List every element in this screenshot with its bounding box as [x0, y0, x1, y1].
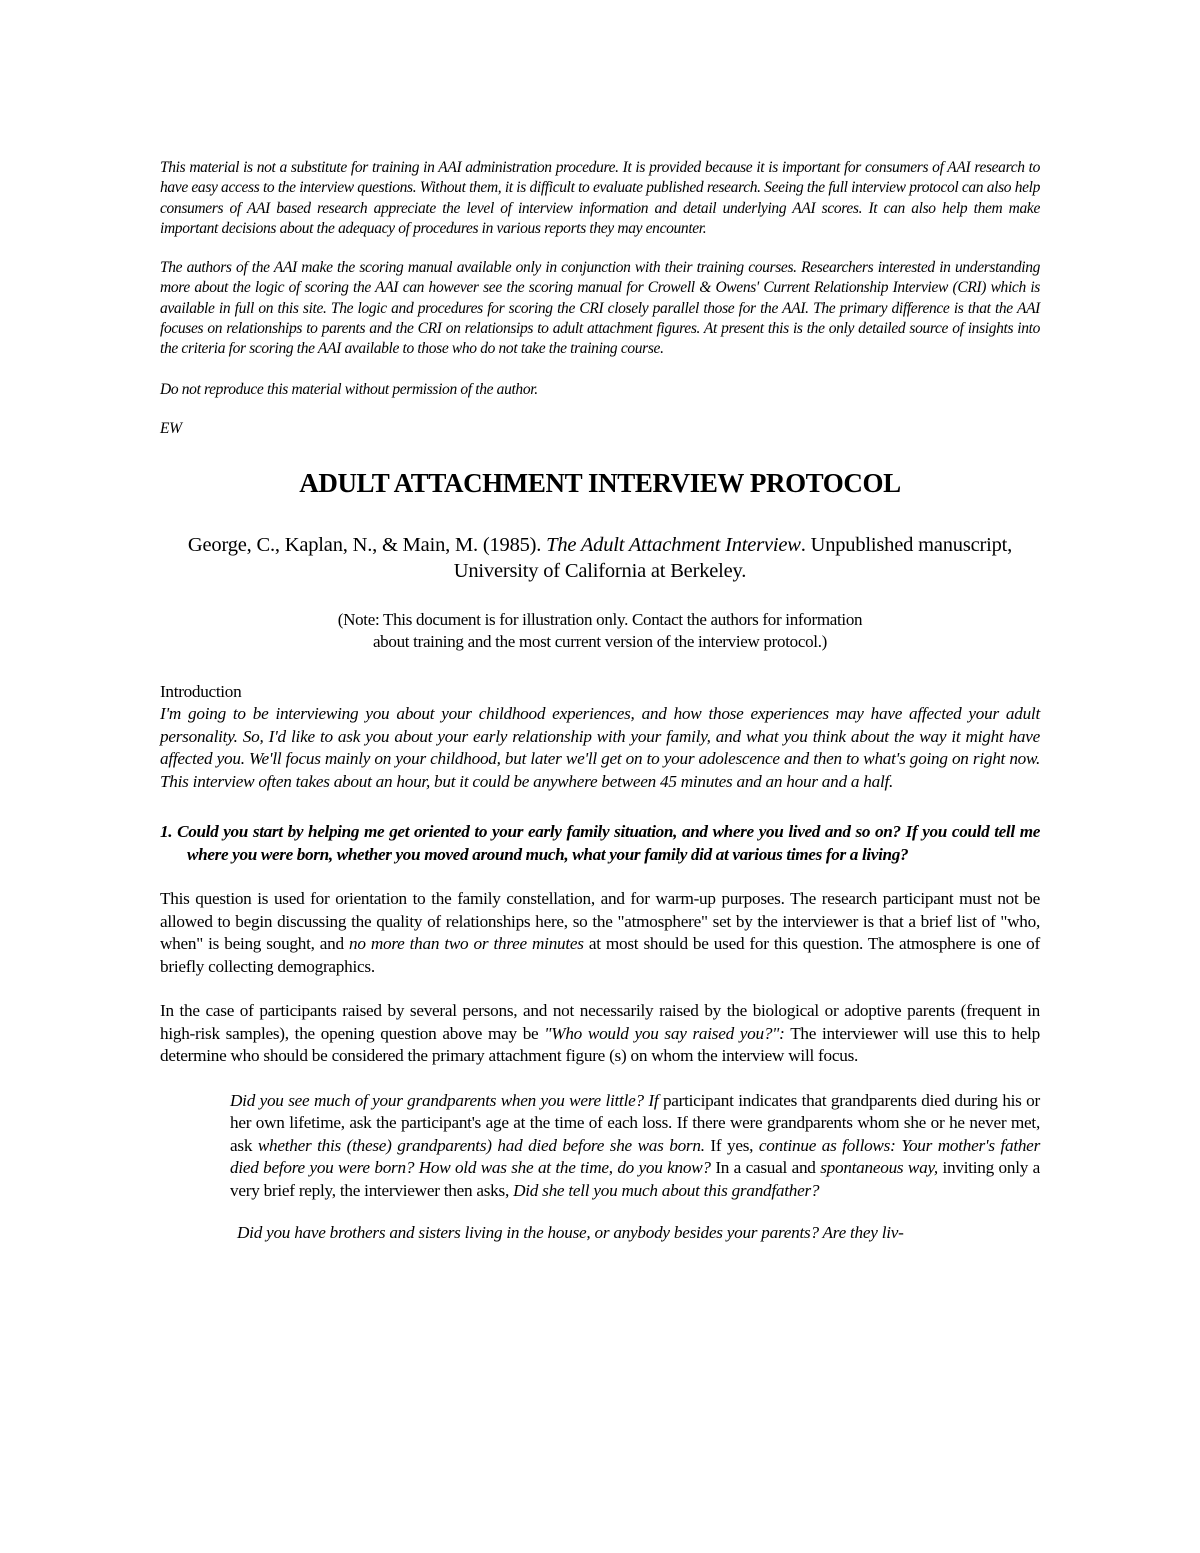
disclaimer-paragraph-3: Do not reproduce this material without permission of the author.: [160, 380, 538, 398]
citation-authors: George, C., Kaplan, N., & Main, M. (1985).: [187, 533, 547, 556]
participants-text-2: The interviewer will use this to help determine who should be considered the primary attachment figure (s) on whom the interview will focus.: [160, 1023, 1041, 1066]
participants-italic: "Who would you say raised you?":: [544, 1023, 785, 1043]
grandparents-q2: whether this (these) grandparents) had died before she was born.: [257, 1135, 705, 1155]
citation-rest: . Unpublished manuscript, University of California at Berkeley.: [453, 533, 1013, 582]
grandparents-t4: inviting only a very brief reply, the interviewer then asks,: [230, 1158, 1040, 1200]
question-1: 1. Could you start by helping me get oriented to your early family situation, and where you lived and so on? If you could tell me where you were born, whether you moved around much, what your family did at various times for a living?: [160, 822, 1040, 864]
grandparents-q3: continue as follows: Your mother's father died before you were born? How old was she at the time, do you know?: [230, 1135, 1041, 1178]
note: [160, 609, 1040, 653]
participants-paragraph: [160, 1000, 1040, 1068]
citation-work-title: The Adult Attachment Interview: [546, 533, 801, 556]
citation: [160, 532, 1040, 584]
grandparents-q1: Did you see much of your grandparents when you were little? If: [230, 1090, 659, 1110]
author-initials: EW: [160, 419, 182, 437]
disclaimer-paragraph-2: The authors of the AAI make the scoring manual available only in conjunction with their training courses. Researchers interested in understanding more about the logic of scoring the AAI can however see the scoring manual for Crowell & Owens' Current Relationship Interview (CRI) which is available in full on this site. The logic and procedures for scoring the CRI closely parallel those for the AAI. The primary difference is that the AAI focuses on relationships to parents and the CRI on relationsips to adult attachment figures. At present this is the only detailed source of insights into the criteria for scoring the AAI available to those who do not take the training course.: [160, 259, 1040, 358]
document-page: [160, 158, 1040, 1245]
introduction-heading: Introduction: [160, 681, 242, 701]
grandparents-t1: participant indicates that grandparents died during his or her own lifetime, ask the participant's age at the time of each loss. If there were grandparents whom she or he never met, ask: [230, 1090, 1040, 1155]
disclaimer-paragraph-1: This material is not a substitute for training in AAI administration procedure. It is provided because it is important for consumers of AAI research to have easy access to the interview questions. Without them, it is difficult to evaluate published research. Seeing the full interview protocol can also help consumers of AAI based research appreciate the level of interview information and detail underlying AAI scores. It can also help them make important decisions about the adequacy of procedures in various reports they may encounter.: [160, 159, 1040, 237]
siblings-question: Did you have brothers and sisters living in the house, or anybody besides your parents? Are they liv-: [237, 1223, 904, 1243]
introduction-text: I'm going to be interviewing you about your childhood experiences, and how those experiences may have affected your adult personality. So, I'd like to ask you about your early relationship with your family, and what you think about the way it might have affected you. We'll focus mainly on your childhood, but later we'll get on to your adolescence and then to what's going on right now. This interview often takes about an hour, but it could be anywhere between 45 minutes and an hour and a half.: [160, 704, 1040, 791]
document-title: ADULT ATTACHMENT INTERVIEW PROTOCOL: [299, 467, 901, 498]
grandparents-q4: spontaneous way,: [820, 1158, 938, 1178]
note-line-2: about training and the most current version of the interview protocol.): [372, 631, 828, 651]
grandparents-paragraph: [160, 1090, 1040, 1203]
note-line-1: (Note: This document is for illustration only. Contact the authors for information: [337, 609, 863, 629]
orientation-italic: no more than two or three minutes: [349, 934, 584, 954]
orientation-text-2: at most should be used for this question. The atmosphere is one of briefly collecting demographics.: [160, 934, 1040, 976]
participants-text-1: In the case of participants raised by several persons, and not necessarily raised by the biological or adoptive parents (frequent in high-risk samples), the opening question above may be: [160, 1001, 1040, 1043]
orientation-text-1: This question is used for orientation to the family constellation, and for warm-up purposes. The research participant must not be allowed to begin discussing the quality of relationships here, so the "atmosphere" set by the interviewer is that a brief list of "who, when" is being sought, and: [160, 889, 1040, 954]
orientation-paragraph: [160, 888, 1040, 978]
grandparents-t2: If yes,: [704, 1135, 759, 1155]
grandparents-q5: Did she tell you much about this grandfather?: [513, 1180, 820, 1200]
grandparents-t3: In a casual and: [710, 1158, 821, 1178]
